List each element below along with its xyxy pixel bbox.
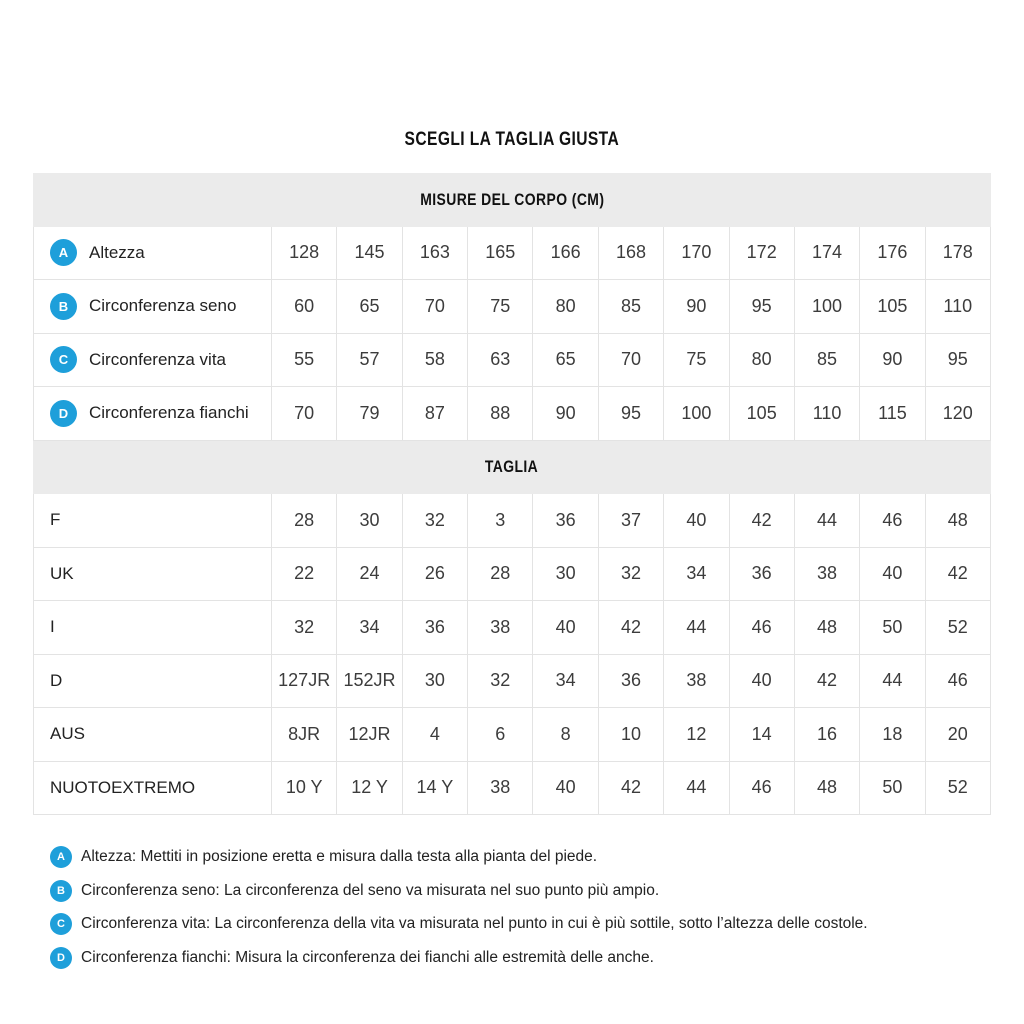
value-cell: 70: [598, 334, 663, 387]
value-cell: 8: [532, 708, 597, 761]
value-cell: 38: [663, 655, 728, 708]
page-title-text: SCEGLI LA TAGLIA GIUSTA: [404, 129, 620, 150]
value-cell: 12JR: [336, 708, 401, 761]
value-cell: 178: [925, 227, 990, 280]
value-cell: 120: [925, 387, 990, 440]
row-values: [271, 762, 990, 815]
value-cell: 6: [467, 708, 532, 761]
value-cell: 50: [859, 762, 924, 815]
value-cell: 40: [532, 601, 597, 654]
row-label-cell: [34, 601, 271, 654]
value-cell: 36: [402, 601, 467, 654]
value-cell: 36: [729, 548, 794, 601]
value-cell: 55: [271, 334, 336, 387]
value-cell: 70: [271, 387, 336, 440]
value-cell: 165: [467, 227, 532, 280]
value-cell: 70: [402, 280, 467, 333]
value-cell: 3: [467, 494, 532, 547]
note-badge: D: [50, 947, 72, 969]
measurement-notes: [50, 846, 980, 980]
value-cell: 75: [467, 280, 532, 333]
value-cell: 12 Y: [336, 762, 401, 815]
table-row: [33, 762, 991, 816]
value-cell: 60: [271, 280, 336, 333]
value-cell: 172: [729, 227, 794, 280]
row-values: [271, 548, 990, 601]
value-cell: 46: [729, 601, 794, 654]
value-cell: 44: [859, 655, 924, 708]
value-cell: 46: [925, 655, 990, 708]
value-cell: 42: [794, 655, 859, 708]
measure-badge: C: [50, 346, 77, 373]
row-label: UK: [50, 563, 74, 583]
value-cell: 40: [532, 762, 597, 815]
value-cell: 90: [663, 280, 728, 333]
value-cell: 75: [663, 334, 728, 387]
table-row: [33, 655, 991, 709]
value-cell: 95: [925, 334, 990, 387]
value-cell: 170: [663, 227, 728, 280]
size-table: [33, 173, 991, 815]
row-label-cell: [34, 762, 271, 815]
value-cell: 115: [859, 387, 924, 440]
value-cell: 100: [663, 387, 728, 440]
row-values: [271, 334, 990, 387]
note-badge: A: [50, 846, 72, 868]
value-cell: 32: [402, 494, 467, 547]
value-cell: 16: [794, 708, 859, 761]
value-cell: 38: [794, 548, 859, 601]
row-label-cell: [34, 655, 271, 708]
value-cell: 110: [794, 387, 859, 440]
value-cell: 4: [402, 708, 467, 761]
row-label-cell: [34, 334, 271, 387]
value-cell: 127JR: [271, 655, 336, 708]
value-cell: 87: [402, 387, 467, 440]
note-text: Altezza: Mettiti in posizione eretta e misura dalla testa alla pianta del piede.: [81, 848, 598, 865]
value-cell: 79: [336, 387, 401, 440]
row-label-cell: [34, 708, 271, 761]
value-cell: 48: [794, 601, 859, 654]
body-measurements-header: [33, 173, 991, 227]
value-cell: 65: [336, 280, 401, 333]
value-cell: 46: [729, 762, 794, 815]
value-cell: 85: [598, 280, 663, 333]
value-cell: 48: [794, 762, 859, 815]
value-cell: 38: [467, 762, 532, 815]
row-values: [271, 494, 990, 547]
value-cell: 34: [532, 655, 597, 708]
value-cell: 168: [598, 227, 663, 280]
row-label-cell: [34, 280, 271, 333]
row-values: [271, 280, 990, 333]
note-text: Circonferenza fianchi: Misura la circonferenza dei fianchi alle estremità delle anche.: [81, 948, 654, 966]
row-label-cell: [34, 548, 271, 601]
page-title: [0, 129, 1024, 151]
note-item: [50, 846, 980, 868]
value-cell: 65: [532, 334, 597, 387]
note-badge: B: [50, 880, 72, 902]
value-cell: 14: [729, 708, 794, 761]
value-cell: 95: [598, 387, 663, 440]
sizes-header: [33, 441, 991, 495]
value-cell: 90: [532, 387, 597, 440]
value-cell: 42: [925, 548, 990, 601]
value-cell: 18: [859, 708, 924, 761]
value-cell: 44: [663, 762, 728, 815]
value-cell: 32: [598, 548, 663, 601]
value-cell: 176: [859, 227, 924, 280]
value-cell: 42: [598, 601, 663, 654]
note-item: [50, 913, 980, 935]
table-row: [33, 494, 991, 548]
value-cell: 52: [925, 762, 990, 815]
size-rows: [33, 494, 991, 815]
value-cell: 40: [663, 494, 728, 547]
value-cell: 30: [402, 655, 467, 708]
value-cell: 20: [925, 708, 990, 761]
value-cell: 63: [467, 334, 532, 387]
value-cell: 10: [598, 708, 663, 761]
table-row: [33, 227, 991, 281]
value-cell: 8JR: [271, 708, 336, 761]
row-label: D: [50, 670, 63, 690]
row-label: NUOTOEXTREMO: [50, 777, 196, 797]
value-cell: 34: [336, 601, 401, 654]
table-row: [33, 548, 991, 602]
value-cell: 37: [598, 494, 663, 547]
value-cell: 57: [336, 334, 401, 387]
value-cell: 44: [663, 601, 728, 654]
value-cell: 30: [336, 494, 401, 547]
value-cell: 28: [271, 494, 336, 547]
row-label: Circonferenza seno: [89, 296, 237, 316]
row-values: [271, 708, 990, 761]
note-item: [50, 947, 980, 969]
row-label-cell: [34, 227, 271, 280]
value-cell: 42: [729, 494, 794, 547]
value-cell: 163: [402, 227, 467, 280]
row-label: I: [50, 617, 55, 637]
value-cell: 145: [336, 227, 401, 280]
body-measurements-header-text: MISURE DEL CORPO (CM): [419, 189, 605, 209]
value-cell: 85: [794, 334, 859, 387]
value-cell: 32: [467, 655, 532, 708]
value-cell: 36: [598, 655, 663, 708]
value-cell: 28: [467, 548, 532, 601]
value-cell: 42: [598, 762, 663, 815]
table-row: [33, 601, 991, 655]
row-label-cell: [34, 494, 271, 547]
table-row: [33, 334, 991, 388]
measure-badge: B: [50, 293, 77, 320]
value-cell: 90: [859, 334, 924, 387]
note-item: [50, 880, 980, 902]
measure-badge: A: [50, 239, 77, 266]
note-text: Circonferenza seno: La circonferenza del seno va misurata nel suo punto più ampio.: [81, 881, 660, 899]
table-row: [33, 280, 991, 334]
value-cell: 24: [336, 548, 401, 601]
sizes-header-text: TAGLIA: [485, 457, 539, 477]
row-values: [271, 387, 990, 440]
value-cell: 166: [532, 227, 597, 280]
body-measurement-rows: [33, 227, 991, 441]
row-label: F: [50, 510, 61, 530]
value-cell: 105: [729, 387, 794, 440]
value-cell: 110: [925, 280, 990, 333]
row-label: Altezza: [89, 242, 145, 262]
row-label-cell: [34, 387, 271, 440]
value-cell: 100: [794, 280, 859, 333]
value-cell: 26: [402, 548, 467, 601]
value-cell: 14 Y: [402, 762, 467, 815]
value-cell: 95: [729, 280, 794, 333]
row-label: Circonferenza vita: [89, 349, 227, 369]
value-cell: 48: [925, 494, 990, 547]
value-cell: 128: [271, 227, 336, 280]
value-cell: 10 Y: [271, 762, 336, 815]
row-values: [271, 227, 990, 280]
value-cell: 40: [859, 548, 924, 601]
value-cell: 30: [532, 548, 597, 601]
note-badge: C: [50, 913, 72, 935]
value-cell: 52: [925, 601, 990, 654]
note-text: Circonferenza vita: La circonferenza della vita va misurata nel punto in cui è più sottile, sotto l’altezza delle costole.: [81, 915, 868, 932]
value-cell: 22: [271, 548, 336, 601]
value-cell: 80: [532, 280, 597, 333]
value-cell: 32: [271, 601, 336, 654]
value-cell: 12: [663, 708, 728, 761]
value-cell: 80: [729, 334, 794, 387]
value-cell: 46: [859, 494, 924, 547]
table-row: [33, 708, 991, 762]
value-cell: 40: [729, 655, 794, 708]
value-cell: 88: [467, 387, 532, 440]
value-cell: 36: [532, 494, 597, 547]
row-values: [271, 655, 990, 708]
value-cell: 38: [467, 601, 532, 654]
value-cell: 44: [794, 494, 859, 547]
value-cell: 58: [402, 334, 467, 387]
measure-badge: D: [50, 400, 77, 427]
value-cell: 50: [859, 601, 924, 654]
value-cell: 105: [859, 280, 924, 333]
value-cell: 152JR: [336, 655, 401, 708]
row-values: [271, 601, 990, 654]
row-label: Circonferenza fianchi: [89, 403, 249, 423]
table-row: [33, 387, 991, 441]
row-label: AUS: [50, 724, 85, 744]
value-cell: 34: [663, 548, 728, 601]
value-cell: 174: [794, 227, 859, 280]
